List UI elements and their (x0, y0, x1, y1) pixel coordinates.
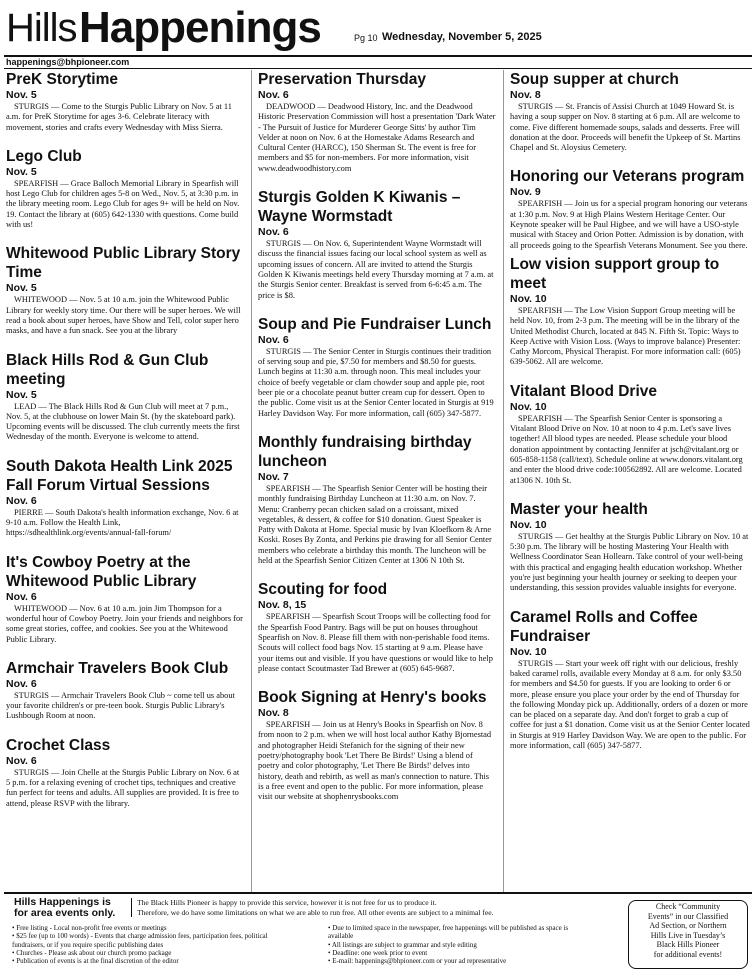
event-date: Nov. 6 (6, 677, 37, 690)
event-date: Nov. 7 (258, 470, 289, 483)
event-item (258, 315, 496, 419)
event-title: Preservation Thursday (258, 71, 426, 88)
event-item (6, 351, 245, 443)
column-2 (258, 70, 496, 802)
event-date: Nov. 6 (6, 494, 37, 507)
footer-rule: • Publication of events is at the final discretion of the editor (12, 957, 179, 966)
event-date: Nov. 6 (258, 333, 289, 346)
event-date: Nov. 6 (6, 754, 37, 767)
column-1 (6, 70, 245, 809)
community-events-box (628, 900, 748, 969)
event-item (510, 255, 750, 368)
footer-intro-line: Therefore, we do have some limitations on what we are able to run free. All other events are subject to a minimal fee. (137, 907, 494, 917)
event-body: STURGIS — Start your week off right with our delicious, freshly baked caramel rolls, available every Monday at 8 a.m. for only $3.50 for members and $4.50 for guests. If you are looking to order 6 or more, please ensure you place your order by the end of Thursday for the following Monday pick up. Additionally, orders of a dozen or more can be placed on a separate day. And don't forget to grab a cup of coffee for just a $1 donation. Come visit us at the Senior Center located in Sturgis at 919 Harley Davidson Way. We are open to the public. For more information, call (605) 347-5877. (510, 658, 750, 750)
event-title: Master your health (510, 500, 648, 518)
event-body: STURGIS — On Nov. 6, Superintendent Wayne Wormstadt will discuss the financial issues facing our local school system as well as upcoming issues of concern. All are invited to attend the Sturgis Golden K Kiwanis meetings held every Thursday morning at 7 a.m. at the Sturgis Senior center. Breakfast is served from 6-6:45 a.m. The price is $8. (258, 239, 494, 300)
event-item (510, 70, 750, 153)
event-body: STURGIS — St. Francis of Assisi Church at 1049 Howard St. is having a soup supper on Nov. 8 starting at 6 p.m. All are welcome to come. Five different homemade soups, salads and desserts. Free will donation at the door. Proceeds will benefit the Upkeep of St. Martins Chapel and St. Aloysius Cemetery. (510, 102, 741, 153)
event-title: Armchair Travelers Book Club (6, 659, 229, 677)
footer-intro (131, 898, 637, 917)
masthead-happenings: Happenings (79, 3, 321, 52)
event-item (510, 382, 750, 486)
footer-rule: available (328, 932, 354, 941)
event-date: Nov. 10 (510, 518, 547, 531)
event-title: Low vision support group to meet (510, 255, 720, 292)
box-line: Hills Live in Tuesday’s (650, 930, 726, 940)
event-date: Nov. 5 (6, 282, 37, 295)
event-date: Nov. 8 (258, 707, 289, 720)
event-title: Monthly fundraising birthday luncheon (258, 433, 472, 470)
footer-rule: • Churches - Please ask about our church promo package (12, 948, 172, 957)
event-body: WHITEWOOD — Nov. 5 at 10 a.m. join the Whitewood Public Library for weekly story time. Our there will be super heroes. We will read a book about super heroes, have Show and Tell, color super hero masks, and have a fun snack. See you at the library (6, 295, 241, 336)
event-item (258, 188, 496, 301)
event-item (510, 608, 750, 752)
event-item (510, 167, 750, 250)
event-body: SPEARFISH — Join us for a special program honoring our veterans at 1:30 p.m. Nov. 9 at High Plains Western Heritage Center. Our Keynote speaker will be Paul Higbee, and we will have a USO-style musical with Stacey and Orion Potter. Admission is by donation, with all proceeds going to the Spearfish Veterans Monument. See you there. (510, 199, 748, 250)
event-title: Soup supper at church (510, 71, 679, 88)
event-title: Scouting for food (258, 581, 388, 599)
email-rule (4, 68, 752, 69)
event-item (6, 147, 245, 230)
footer-rule: • E-mail: happenings@bhpioneer.com or your ad representative (328, 957, 507, 966)
event-date: Nov. 5 (6, 165, 37, 178)
event-body: SPEARFISH — Spearfish Scout Troops will be collecting food for the Spearfish Food Pantry. Bags will be put on houses throughout Spearfish on Nov. 8. Please fill them with non-perishable food items. Scouts will collect food bags Nov. 15 starting at 9 a.m. Please have your items out and visible. If you have questions or would like to help please contact Scoutmaster Tad Brewer at (605) 645-9687. (258, 612, 493, 673)
box-line: Check “Community (655, 902, 721, 911)
event-body: LEAD — The Black Hills Rod & Gun Club will meet at 7 p.m., Nov. 5, at the clubhouse on lower Main St. (by the skateboard park). Upcoming events will be discussed. The club currently meets the first Wednesday of the month. Everyone is welcome to attend. (6, 401, 240, 442)
event-title: Black Hills Rod & Gun Club meeting (6, 351, 209, 388)
event-item (258, 70, 496, 174)
box-line: Ad Section, or Northern (649, 921, 727, 931)
event-title: Whitewood Public Library Story Time (6, 245, 241, 282)
event-title: Caramel Rolls and Coffee Fundraiser (510, 608, 698, 645)
event-date: Nov. 9 (510, 186, 541, 199)
event-body: SPEARFISH — The Low Vision Support Group meeting will be held Nov. 10, from 2-3 p.m. The meeting will be in the library of the United Methodist Church, located at 845 N. Fifth St. Topic: Ways to Keep Active with Vision Loss. (Ways to improve balance) Presenter: Cathy Morcom, Physical Therapist. For more information call: (605) 639-5062. All are welcome. (510, 305, 741, 367)
event-date: Nov. 6 (258, 89, 289, 101)
event-title: It's Cowboy Poetry at the Whitewood Public Library (6, 553, 197, 590)
footer-rule: fundraisers, or if you require specific publishing dates (12, 940, 164, 949)
page-number: Pg 10 (354, 33, 378, 43)
event-item (6, 457, 245, 539)
event-body: STURGIS — The Senior Center in Sturgis continues their tradition of serving soup and pie, $7.50 for members and $8.50 for guests. Lunch begins at 11:30 a.m. through noon. This meal includes your choice of beefy vegetable or clam chowder soup and apple pie, root beer pie or a chocolate peanut butter cream cup for dessert. Open to the public. Come visit us at the Senior Center located in Sturgis at 919 Harley Davidson Way. For more information, call (605) 347-5877. (258, 346, 494, 418)
event-body: SPEARFISH — Join us at Henry's Books in Spearfish on Nov. 8 from noon to 2 p.m. when we will host local author Kathy Bjornestad and photographer Heidi Stefanich for the signing of their new poetry/photography book 'Let There Be Birds!' Using a blend of poetry and color photography, 'Let There Be Birds!' delves into history, death and rebirth, as well as man's connection to nature. This is a free event and open to the public. For more information, please visit our website at shophenrysbooks.com (258, 720, 492, 802)
footer-title-line: for area events only. (14, 907, 116, 919)
contact-email[interactable]: happenings@bhpioneer.com (6, 57, 130, 67)
footer-intro-line: The Black Hills Pioneer is happy to provide this service, however it is not free for us to produce it. (137, 898, 437, 907)
event-date: Nov. 10 (510, 400, 547, 413)
event-item (6, 70, 245, 133)
event-title: Vitalant Blood Drive (510, 382, 657, 400)
column-3 (510, 70, 750, 751)
event-title: Crochet Class (6, 736, 111, 754)
event-date: Nov. 5 (6, 388, 37, 401)
event-title: Soup and Pie Fundraiser Lunch (258, 315, 492, 333)
footer-rule: • Free listing - Local non-profit free events or meetings (12, 924, 167, 932)
box-line: Black Hills Pioneer (656, 940, 720, 950)
event-title: Honoring our Veterans program (510, 168, 745, 186)
footer-notice (4, 892, 752, 972)
event-date: Nov. 5 (6, 89, 37, 101)
event-body: DEADWOOD — Deadwood History, Inc. and the Deadwood Historic Preservation Commission will host a presentation 'Dark Water - The Pursuit of Justice for Murderer George Sitts' by author Tim Velder at noon on Nov. 6 at the Homestake Adams Research and Cultural Center (HARCC), 150 Sherman St. The event is free for members and $5 for non-members. For more information, visit www.deadwoodhistory.com (258, 102, 496, 173)
footer-title-line: Hills Happenings is (14, 896, 111, 908)
event-body: SPEARFISH — The Spearfish Senior Center will be hosting their monthly fundraising Birthday Luncheon at 11:30 a.m. on Nov. 7. Menu: Cranberry pecan chicken salad on a croissant, mixed vegetables, & dessert, & coffee for $10 donation. Guest Speaker is Patty with Dakota at Home. Special music by Ivan Kloefkorn & Arne Koski. Roses By Zonta, and Perkins pie drawing for all Senior Center members who celebrate a birthday this month. The luncheon will be held at the Spearfish Senior Citizen Center at 1306 N 10th St. (258, 483, 492, 566)
event-item (258, 433, 496, 566)
event-body: STURGIS — Join Chelle at the Sturgis Public Library on Nov. 6 at 5 p.m. for a relaxing evening of crochet tips, techniques and creative fun perfect for teens and adults. All supplies are provided. It is free to attend, please RSVP with the library. (6, 767, 240, 808)
event-body: STURGIS — Come to the Sturgis Public Library on Nov. 5 at 11 a.m. for PreK Storytime for ages 3-6. Celebrate literacy with movement, stories and crafts every Wednesday with Miss Sierra. (6, 102, 232, 132)
event-date: Nov. 6 (258, 226, 289, 239)
masthead (4, 0, 752, 56)
event-date: Nov. 6 (6, 590, 37, 603)
issue-date: Wednesday, November 5, 2025 (382, 31, 542, 43)
event-date: Nov. 8, 15 (258, 599, 307, 612)
event-date: Nov. 10 (510, 645, 547, 658)
event-body: STURGIS — Armchair Travelers Book Club ~ come tell us about your favorite children's or pre-teen book. Sturgis Public Library's Lushbough Room at noon. (6, 690, 235, 721)
box-line: for additional events! (653, 949, 723, 959)
event-date: Nov. 8 (510, 89, 541, 101)
footer-title (14, 897, 115, 919)
event-body: STURGIS — Get healthy at the Sturgis Public Library on Nov. 10 at 5:30 p.m. The library will be hosting Mastering Your Health with Wellness Coordinator Sean Hollearn. Take control of your well-being with this practical and engaging health education workshop. Whether you're just beginning your health journey or seeking to deepen your understanding, this session provides valuable insights for everyone. (510, 531, 749, 593)
event-item (6, 553, 245, 645)
footer-rule: • $25 fee (up to 100 words) - Events that charge admission fees, participation fees, political (12, 932, 268, 941)
column-divider (503, 70, 504, 892)
event-item (258, 580, 496, 674)
event-title: PreK Storytime (6, 71, 118, 88)
box-line: Events” in our Classified (647, 911, 729, 921)
event-title: Book Signing at Henry's books (258, 689, 487, 707)
event-item (6, 659, 245, 722)
footer-rule: • All listings are subject to grammar and style editing (328, 940, 477, 949)
event-item (6, 244, 245, 336)
footer-rule: • Due to limited space in the newspaper, free happenings will be published as space is (328, 924, 569, 932)
event-item (258, 688, 496, 802)
footer-rules-right (328, 924, 628, 965)
event-body: PIERRE — South Dakota's health information exchange, Nov. 6 at 9-10 a.m. Follow the Health Link, https://sdhealthlink.org/events/annual-fall-forum/ (6, 507, 239, 538)
footer-rules-left (12, 924, 322, 965)
footer-rule: • Deadline: one week prior to event (328, 948, 428, 957)
event-title: Lego Club (6, 147, 82, 165)
event-item (510, 500, 750, 594)
masthead-hills: Hills (6, 6, 77, 50)
event-item (6, 736, 245, 809)
column-divider (251, 70, 252, 892)
event-body: WHITEWOOD — Nov. 6 at 10 a.m. join Jim Thompson for a wonderful hour of Cowboy Poetry. Join your friends and neighbors for some great stories, coffee, and cookies. See you at the Whitewood Public Library. (6, 603, 243, 644)
event-body: SPEARFISH — Grace Balloch Memorial Library in Spearfish will host Lego Club for children ages 5-8 on Wed., Nov. 5, at 3:30 p.m. in the library meeting room. Lego Club for ages 9+ will be held on Nov. 19. Contact the library at (605) 642-1330 with questions. Come build with us! (6, 178, 240, 230)
event-date: Nov. 10 (510, 292, 547, 305)
event-title: South Dakota Health Link 2025 Fall Forum Virtual Sessions (6, 457, 233, 494)
event-body: SPEARFISH — The Spearfish Senior Center is sponsoring a Vitalant Blood Drive on Nov. 10 at noon to 4 p.m. Let's save lives together! All blood types are needed. Please schedule your blood donation appointment by contacting Jennifer at jsch@vitalant.org or 605-858-1158 (call/text). Schedule online at www.donors.vitalant.org and enter the blood drive code:100562892. All are welcome. Located at1306 N. 10th St. (510, 413, 743, 485)
event-title: Sturgis Golden K Kiwanis – Wayne Wormstadt (258, 189, 461, 226)
